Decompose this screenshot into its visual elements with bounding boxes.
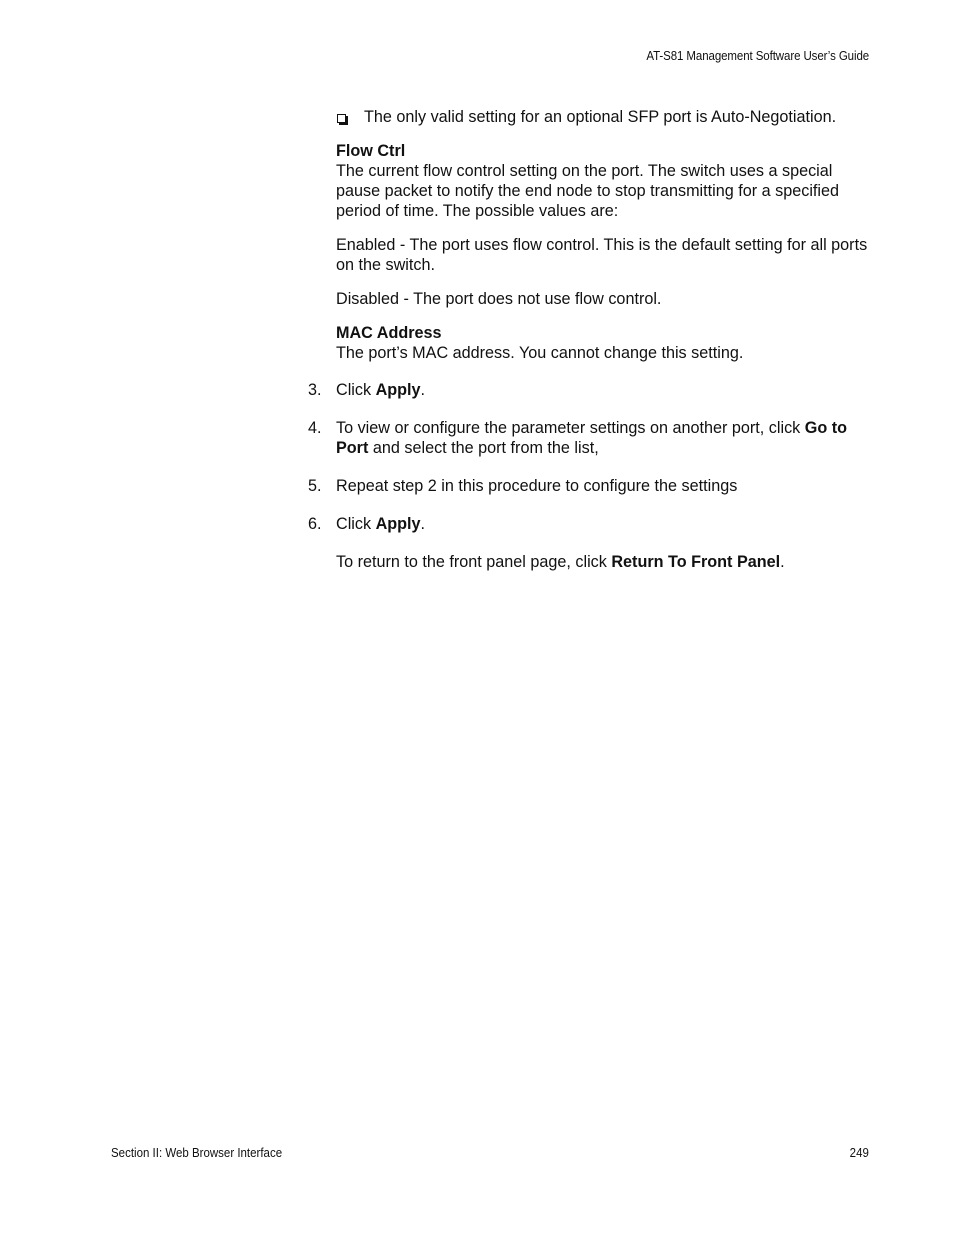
step-text: Click: [336, 381, 376, 399]
step-item: [308, 514, 870, 534]
step-bold-text: Go to Port: [336, 419, 848, 457]
return-note-end: .: [780, 553, 785, 571]
checkbox-bullet-icon: [337, 114, 346, 123]
return-note: [336, 552, 870, 572]
mac-address-section: [336, 323, 870, 363]
step-text-end: .: [420, 381, 426, 399]
step-text: Repeat step 2 in this procedure to configure the settings: [336, 477, 738, 495]
note-bullet: [336, 107, 870, 127]
step-item: [308, 476, 870, 496]
running-header: AT-S81 Management Software User’s Guide: [646, 49, 869, 63]
step-number: 6.: [308, 515, 322, 533]
return-note-text: To return to the front panel page, click: [336, 553, 612, 571]
step-number: 3.: [308, 381, 322, 399]
step-number: 5.: [308, 477, 322, 495]
flow-ctrl-section: [336, 141, 870, 221]
footer-section-title: Section II: Web Browser Interface: [111, 1146, 283, 1160]
flow-ctrl-term: Flow Ctrl: [336, 142, 406, 160]
step-text: To view or configure the parameter settings on another port, click: [336, 419, 805, 437]
step-bold-text: Apply: [375, 381, 421, 399]
step-item: [308, 380, 870, 400]
mac-address-term: MAC Address: [336, 324, 442, 342]
flow-ctrl-description: The current flow control setting on the port. The switch uses a special pause packet to notify the end node to stop transmitting for a specified period of time. The possible values are:: [336, 162, 840, 220]
step-text-end: .: [420, 515, 426, 533]
note-bullet-text: The only valid setting for an optional SFP port is Auto-Negotiation.: [364, 108, 837, 126]
mac-address-description: The port’s MAC address. You cannot change this setting.: [336, 344, 744, 362]
page-number: 249: [849, 1146, 869, 1160]
page-content: [308, 107, 870, 586]
return-note-bold: Return To Front Panel: [611, 553, 781, 571]
step-item: [308, 418, 870, 458]
step-number: 4.: [308, 419, 322, 437]
step-text-end: and select the port from the list,: [368, 439, 599, 457]
step-bold-text: Apply: [375, 515, 421, 533]
flow-ctrl-disabled-text: Disabled - The port does not use flow control.: [336, 290, 662, 308]
flow-ctrl-enabled-text: Enabled - The port uses flow control. This is the default setting for all ports on the switch.: [336, 236, 868, 274]
step-text: Click: [336, 515, 376, 533]
